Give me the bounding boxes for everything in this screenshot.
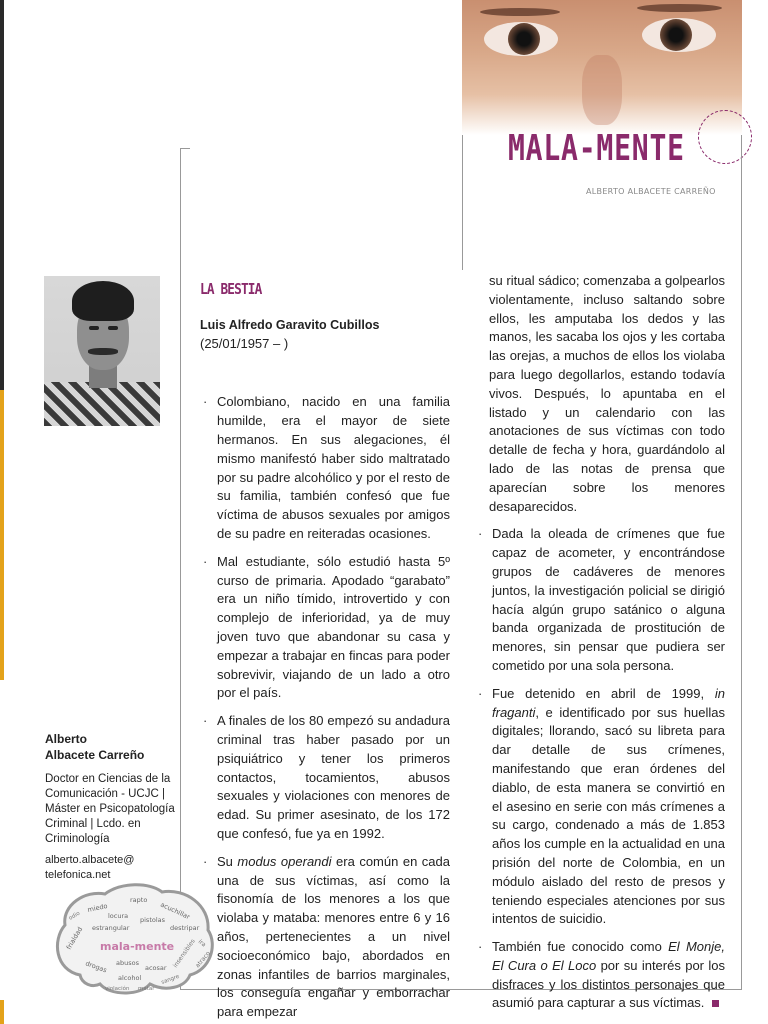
mugshot-photo <box>44 276 160 426</box>
logo-word: insensibles <box>171 937 197 970</box>
bullet-paragraph: · Colombiano, nacido en una familia humilde, era el mayor de siete hermanos. En sus alegaciones, él mismo manifestó haber sido maltratado por su padre alcohólico y por el resto de su familia, también confesó que fue víctima de abusos sexuales por amigos de su padre en reiteradas ocasiones. <box>200 393 450 543</box>
logo-word: estrangular <box>92 924 130 932</box>
logo-word: sangre <box>160 973 181 986</box>
bio-last-name: Albacete Carreño <box>45 748 145 762</box>
text-italic: in fraganti <box>492 685 725 720</box>
bio-email-line-1: alberto.albacete@ <box>45 854 135 866</box>
logo-word: abusos <box>116 959 139 967</box>
article-column-2 <box>475 272 725 1022</box>
text-run: También fue conocido como <box>492 939 669 955</box>
logo-name: mala-mente <box>100 940 175 953</box>
bullet-paragraph <box>475 685 725 929</box>
page-title: MALA-MENTE <box>508 128 685 169</box>
logo-word: odio <box>68 910 82 922</box>
bio-credentials: Doctor en Ciencias de la Comunicación - UCJC | Máster en Psicopatología Criminal | Lcdo. en Criminología <box>45 773 175 845</box>
end-mark <box>712 1000 719 1007</box>
bullet-paragraph <box>200 853 450 1022</box>
logo-word: ira <box>196 938 208 949</box>
bio-email[interactable] <box>45 853 177 883</box>
logo-word: frialdad <box>64 925 85 951</box>
text-italic: El Monje, El Cura o El Loco <box>492 939 725 973</box>
header-eyes-photo <box>462 0 742 135</box>
logo-word: locura <box>108 912 129 920</box>
bullet-paragraph: · Mal estudiante, sólo estudió hasta 5º curso de primaria. Apodado “garabato” era un niño tímido, introvertido y con complejo de inferioridad, ya de muy joven tuvo que abandonar su casa y empezar a trabajar en fincas para poder sobrevivir, viajando de un lado a otro por el país. <box>200 553 450 703</box>
continuation-paragraph: su ritual sádico; comenzaba a golpearlos violentamente, incluso saltando sobre ellos, les amputaba los dedos y las manos, les sacaba los ojos y les cortaba las orejas, a muchos de ellos los violaba para luego degollarlos, estando todavía vivos. Después, lo apuntaba en el listado y un calendario con las anotaciones de sus víctimas con todo detalle de fecha y hora, guardándolo al lado de las notas de prensa que aparecían sobre los menores desaparecidos. <box>489 273 725 514</box>
text-run: Fue detenido en abril de 1999, <box>492 685 715 701</box>
header-author: ALBERTO ALBACETE CARREÑO <box>586 187 716 196</box>
bullet-paragraph: · Dada la oleada de crímenes que fue capaz de acometer, y encontrándose grupos de cadáveres de menores juntos, la investigación policial se dirigió hacía algún grupo satánico o alguna banda organizada de prostitución de menores, sin pensar que pudiera ser cometido por una sola persona. <box>475 525 725 675</box>
logo-word: acosar <box>145 964 167 972</box>
left-edge-accent-bottom <box>0 1000 4 1024</box>
section-title: LA BESTIA <box>200 280 262 298</box>
article-column-1 <box>200 280 450 1024</box>
frame-photo-line <box>462 135 463 270</box>
text-run: Su <box>217 853 238 869</box>
bio-first-name: Alberto <box>45 732 87 746</box>
text-italic: modus operandi <box>237 853 332 869</box>
logo-word: alcohol <box>118 974 142 982</box>
frame-left-line <box>180 148 190 990</box>
subject-dates: (25/01/1957 – ) <box>200 335 289 351</box>
logo-word: pistolas <box>140 916 166 924</box>
bullet-paragraph: · A finales de los 80 empezó su andadura criminal tras haber pasado por un psiquiátrico y tener los primeros contactos, tocamientos, abusos sexuales y violaciones con menores de edad. Su primer asesinato, de los 172 que confesó, fue ya en 1992. <box>200 712 450 844</box>
text-run: , e identificado por sus huellas digitales; llorando, sacó su libreta para dar detalle de sus crímenes, manifestando que eran órdenes del diablo, de esta manera se convirtió en el asesino en serie con más crímenes a su cargo, condenado a más de 1.853 años los cumple en la actualidad en una prisión del norte de Colombia, en un módulo aislado del resto de presos y teniendo especiales atenciones por sus intentos de suicidio. <box>492 704 725 927</box>
title-dashed-circle <box>698 110 752 164</box>
text-run: era común en cada una de sus víctimas, así como la fisonomía de los menores a los que violaba y mataba: menores entre 6 y 16 años, pertenecientes a un nivel socioeconómico bajo, abordados en zonas infantiles de barrios marginales, los conseguía engañar y emborrachar para empezar <box>217 853 450 1020</box>
bullet-list <box>200 393 450 1022</box>
text-run: por su interés por los disfraces y los distintos personajes que asumió para capturar a sus víctimas. <box>492 957 725 1011</box>
frame-right-line <box>741 135 742 990</box>
left-edge-bar <box>0 0 4 390</box>
author-bio <box>45 731 177 883</box>
bullet-list <box>475 525 725 1013</box>
logo-word: violación <box>105 986 130 992</box>
logo-word: drogas <box>84 959 108 975</box>
subject-name: Luis Alfredo Garavito Cubillos <box>200 317 380 332</box>
bullet-paragraph <box>475 938 725 1013</box>
logo-word: miedo <box>86 901 109 914</box>
brain-logo <box>50 880 220 1002</box>
bio-email-line-2: telefonica.net <box>45 869 111 881</box>
logo-word: rapto <box>130 896 148 904</box>
logo-word: atraco <box>194 950 212 970</box>
logo-word: acuchillar <box>159 900 192 922</box>
logo-word: destripar <box>170 924 200 932</box>
logo-word: matar <box>138 986 155 992</box>
left-edge-accent <box>0 390 4 680</box>
